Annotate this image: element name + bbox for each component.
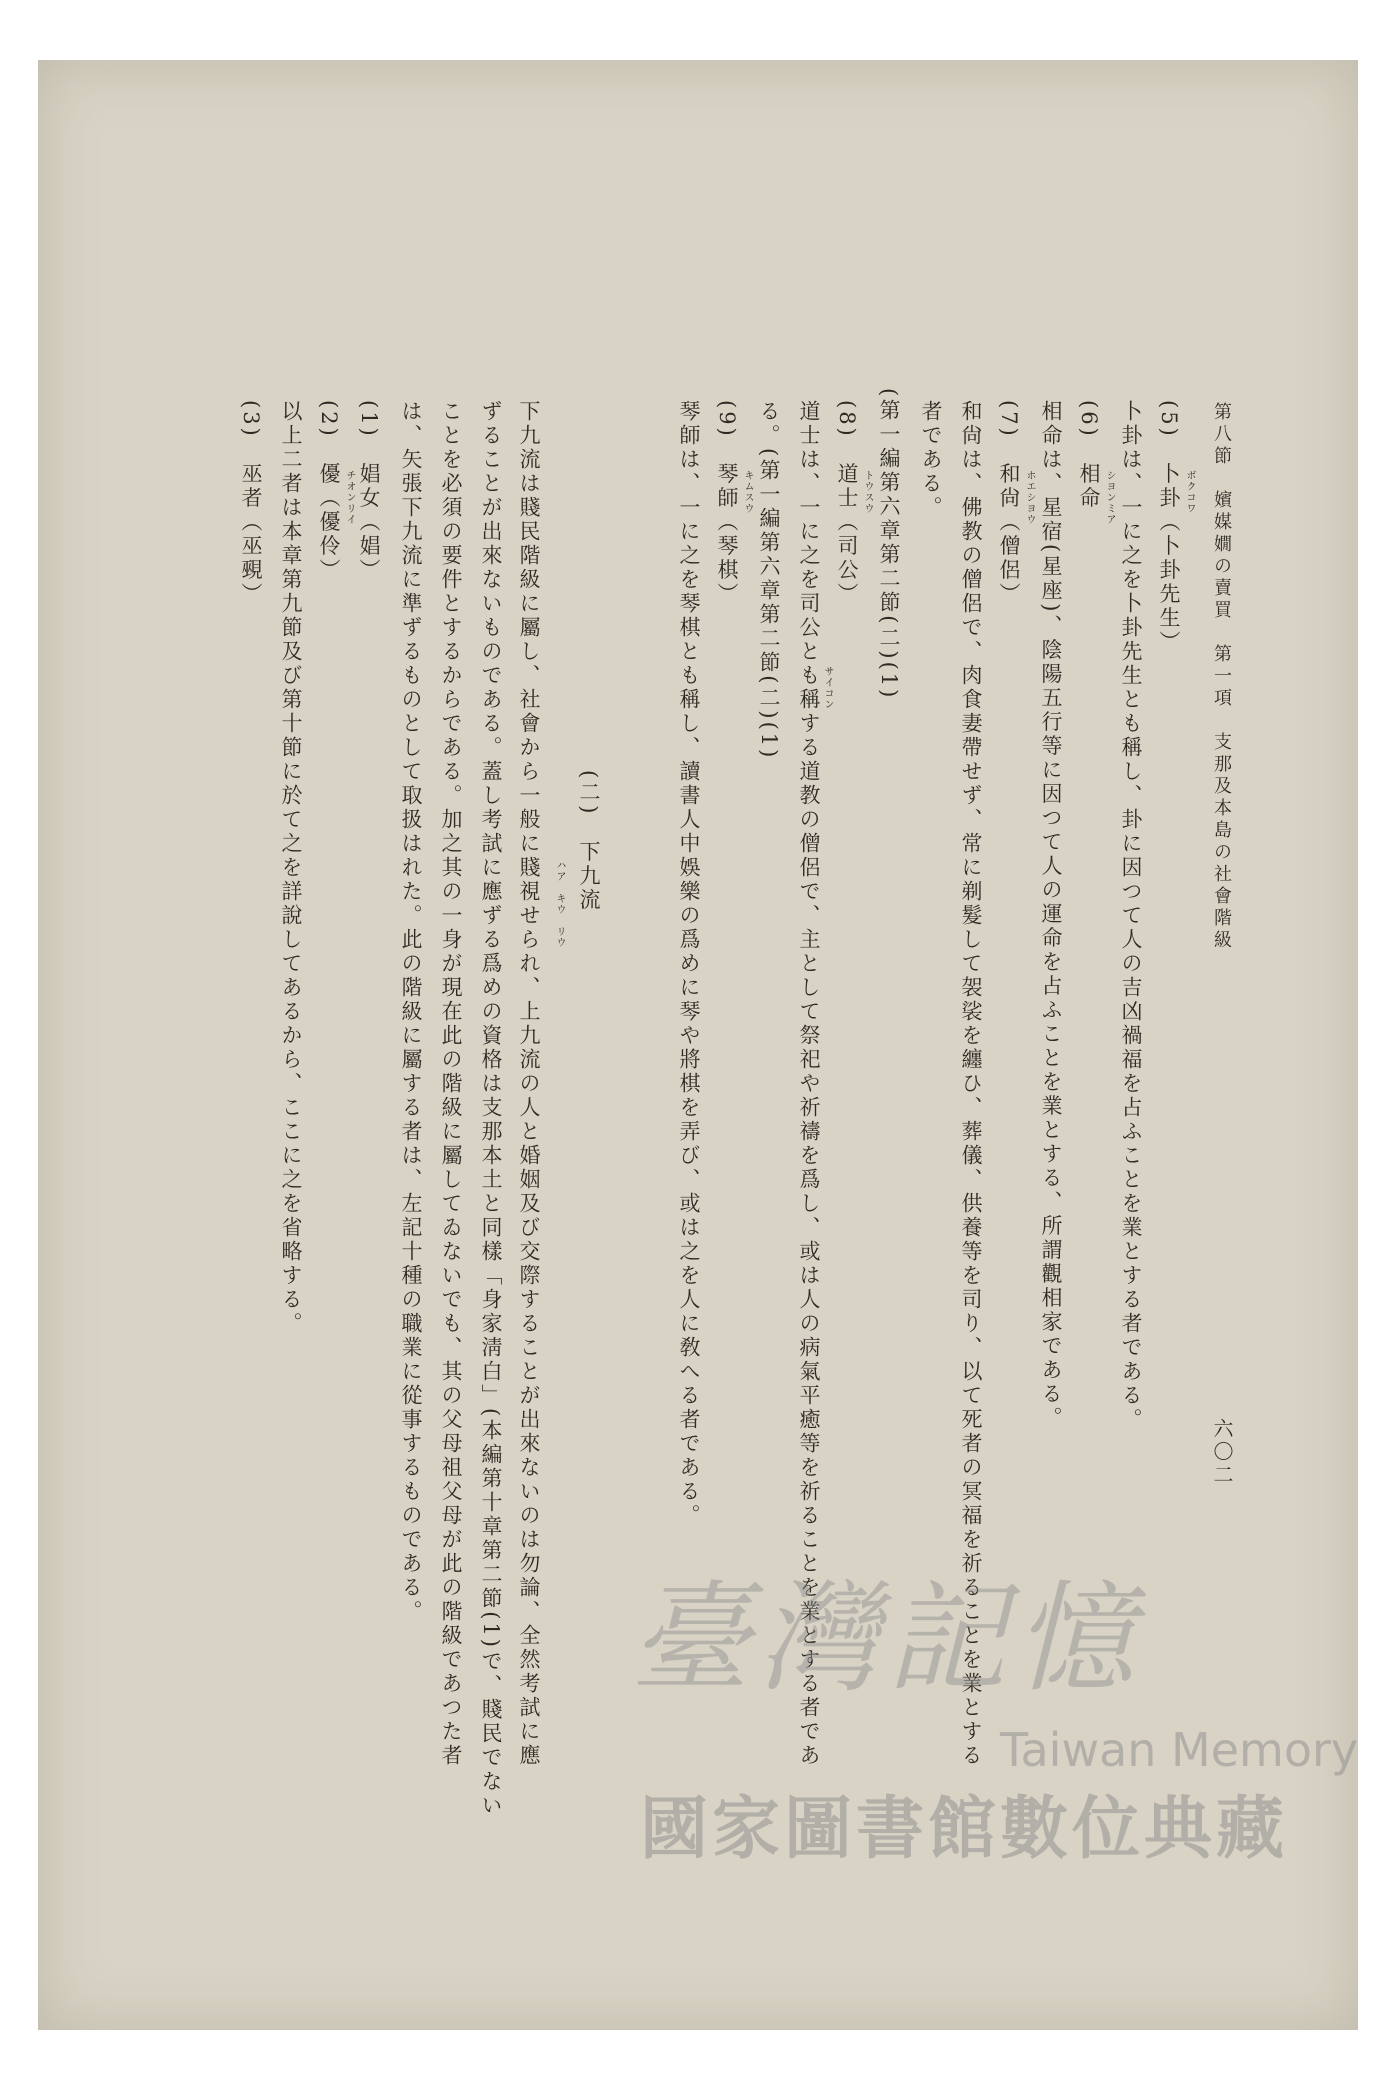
paragraph-line: 以上二者は本章第九節及び第十節に於て之を詳說してあるから、ここに之を省略する。	[279, 400, 303, 1336]
paragraph-line: 琴師は、一に之を琴棋とも稱し、讀書人中娛樂の爲めに琴や將棋を弄び、或は之を人に敎へる者である。	[677, 400, 701, 1528]
ruby-gloss: シヨンミア	[1104, 470, 1115, 525]
ruby-gloss: トウスウ	[862, 470, 873, 514]
paragraph-line: る。(第一編第六章第二節(二)(1)	[757, 400, 781, 761]
item-heading-3: (3) 巫者（巫覡）	[239, 400, 263, 607]
watermark-cjk: 臺灣記憶	[630, 1570, 1142, 1709]
item-heading-7: (7) 和尙（僧侶）	[997, 400, 1021, 607]
item-heading-2: (2) 優（優伶）	[317, 400, 341, 583]
paragraph-line: 道士は、一に之を司公とも稱する道教の僧侶で、主として祭祀や祈禱を爲し、或は人の病氣平癒等を祈ることを業とする者であ	[797, 400, 821, 1768]
paragraph-line: 和尙は、佛教の僧侶で、肉食妻帶せず、常に剃髮して袈裟を纏ひ、葬儀、供養等を司り、以て死者の冥福を祈ることを業とする	[959, 400, 983, 1768]
paragraph-line: ことを必須の要件とするからである。加之其の一身が現在此の階級に屬してゐないでも、其の父母祖父母が此の階級であつた者	[439, 400, 463, 1768]
ruby-gloss: ホエシヨウ	[1024, 470, 1035, 525]
paragraph-line: ずることが出來ないものである。蓋し考試に應ずる爲めの資格は支那本土と同樣「身家淸白」(本編第十章第二節(1)で、賤民でない	[479, 400, 503, 1818]
ruby-gloss: ボクコワ	[1184, 470, 1195, 514]
item-heading-5: (5) 卜卦（卜卦先生）	[1157, 400, 1181, 655]
ruby-gloss: サイコン	[822, 666, 833, 710]
item-heading-1: (1) 娼女（娼）	[357, 400, 381, 583]
watermark-organization: 國家圖書館數位典藏	[640, 1790, 1289, 1869]
ruby-gloss: ハア キウ リウ	[554, 860, 565, 948]
citation: (第一編第六章第二節(二)(1)	[877, 388, 901, 701]
section-heading: (二) 下九流	[577, 770, 601, 913]
running-title: 第八節 嬪媒嫺の賣買 第一項 支那及本島の社會階級	[1211, 402, 1232, 952]
page-number: 六〇二	[1210, 1418, 1234, 1487]
item-heading-9: (9) 琴師（琴棋）	[715, 400, 739, 607]
ruby-gloss: キムスウ	[742, 470, 753, 514]
ruby-gloss: チオンリイ	[344, 470, 355, 525]
paragraph-line: 相命は、星宿(星座)、陰陽五行等に因つて人の運命を占ふことを業とする、所謂觀相家である。	[1039, 400, 1063, 1431]
paragraph-line: 者である。	[919, 400, 943, 520]
paragraph-line: は、矢張下九流に準ずるものとして取扱はれた。此の階級に屬する者は、左記十種の職業に從事するものである。	[399, 400, 423, 1624]
item-heading-8: (8) 道士（司公）	[835, 400, 859, 607]
paragraph-line: 下九流は賤民階級に屬し、社會から一般に賤視せられ、上九流の人と婚姻及び交際することが出來ないのは勿論、全然考試に應	[517, 400, 541, 1768]
watermark-english: Taiwan Memory	[1000, 1723, 1359, 1777]
item-heading-6: (6) 相命	[1077, 400, 1101, 511]
paragraph-line: 卜卦は、一に之を卜卦先生とも稱し、卦に因つて人の吉凶禍福を占ふことを業とする者である。	[1119, 400, 1143, 1432]
